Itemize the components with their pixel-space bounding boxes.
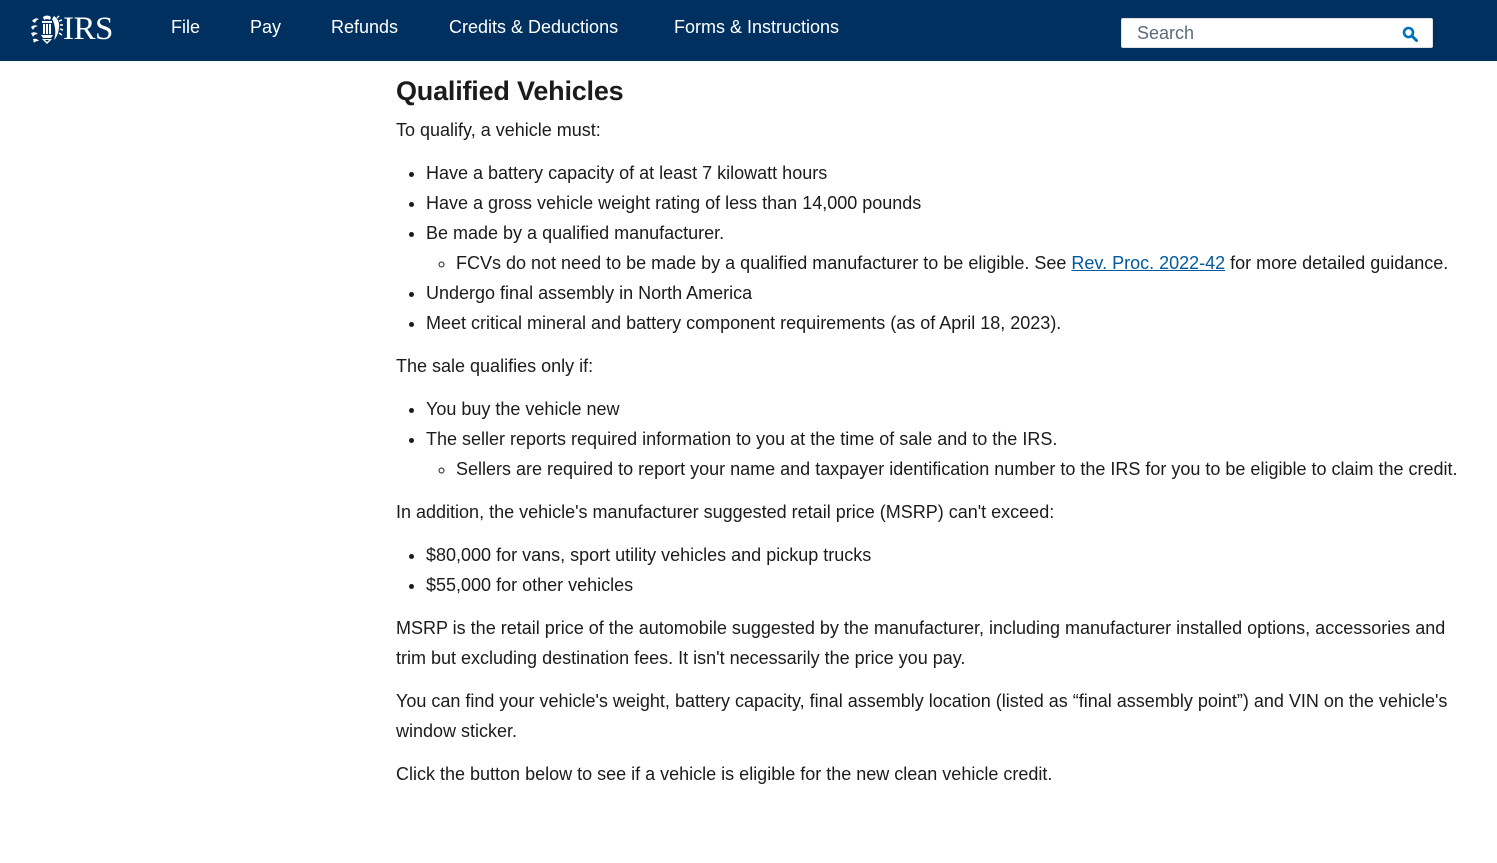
seller-sublist — [426, 454, 1466, 484]
list-item — [426, 218, 1466, 278]
msrp-definition: MSRP is the retail price of the automobile suggested by the manufacturer, including manufacturer installed options, accessories and trim but excluding destination fees. It isn't necessarily the price you pay. — [396, 618, 1446, 668]
list-item: ◦ Sellers are required to report your name and taxpayer identification number to the IRS for you to be eligible to claim the credit. — [456, 454, 1466, 484]
sale-conditions-list — [396, 394, 1466, 484]
search-button[interactable] — [1402, 24, 1422, 44]
top-navigation-bar — [0, 0, 1497, 61]
nav-refunds[interactable]: Refunds — [331, 17, 399, 37]
vehicle-requirements-list — [396, 158, 1466, 338]
list-item: • $55,000 for other vehicles — [426, 570, 1466, 600]
search-icon — [1402, 26, 1422, 42]
list-item-text: Be made by a qualified manufacturer. — [426, 223, 725, 243]
sale-intro: The sale qualifies only if: — [396, 356, 594, 376]
nav-file[interactable]: File — [171, 17, 201, 37]
nav-credits-deductions[interactable]: Credits & Deductions — [449, 17, 619, 37]
nav-pay[interactable]: Pay — [250, 17, 282, 37]
msrp-intro: In addition, the vehicle's manufacturer suggested retail price (MSRP) can't exceed: — [396, 502, 1055, 522]
irs-logo-link[interactable] — [29, 12, 113, 46]
list-item — [426, 424, 1466, 484]
list-item: • $80,000 for vans, sport utility vehicles and pickup trucks — [426, 540, 1466, 570]
list-item: • You buy the vehicle new — [426, 394, 1466, 424]
list-item — [456, 248, 1466, 278]
list-item: • Have a battery capacity of at least 7 kilowatt hours — [426, 158, 1466, 188]
sticker-info: You can find your vehicle's weight, battery capacity, final assembly location (listed as “final assembly point”) and VIN on the vehicle's window sticker. — [396, 691, 1448, 741]
requirements-intro: To qualify, a vehicle must: — [396, 120, 601, 140]
list-item: • Have a gross vehicle weight rating of less than 14,000 pounds — [426, 188, 1466, 218]
button-prompt: Click the button below to see if a vehicle is eligible for the new clean vehicle credit. — [396, 764, 1053, 784]
search-form — [1121, 18, 1433, 48]
irs-logo-text: IRS — [63, 11, 113, 47]
list-item: • Undergo final assembly in North America — [426, 278, 1466, 308]
page-title: Qualified Vehicles — [396, 76, 624, 106]
rev-proc-link[interactable]: Rev. Proc. 2022-42 — [1071, 253, 1226, 273]
list-item-text: The seller reports required information to you at the time of sale and to the IRS. — [426, 429, 1058, 449]
list-item: • Meet critical mineral and battery component requirements (as of April 18, 2023). — [426, 308, 1466, 338]
fcv-note-text-after: for more detailed guidance. — [1225, 253, 1449, 273]
main-content — [396, 62, 1466, 802]
manufacturer-sublist — [426, 248, 1466, 278]
nav-forms-instructions[interactable]: Forms & Instructions — [674, 17, 840, 37]
search-input[interactable] — [1122, 19, 1392, 47]
eagle-seal-icon — [29, 13, 65, 45]
fcv-note-text: FCVs do not need to be made by a qualified manufacturer to be eligible. See — [456, 253, 1072, 273]
msrp-limits-list — [396, 540, 1466, 600]
